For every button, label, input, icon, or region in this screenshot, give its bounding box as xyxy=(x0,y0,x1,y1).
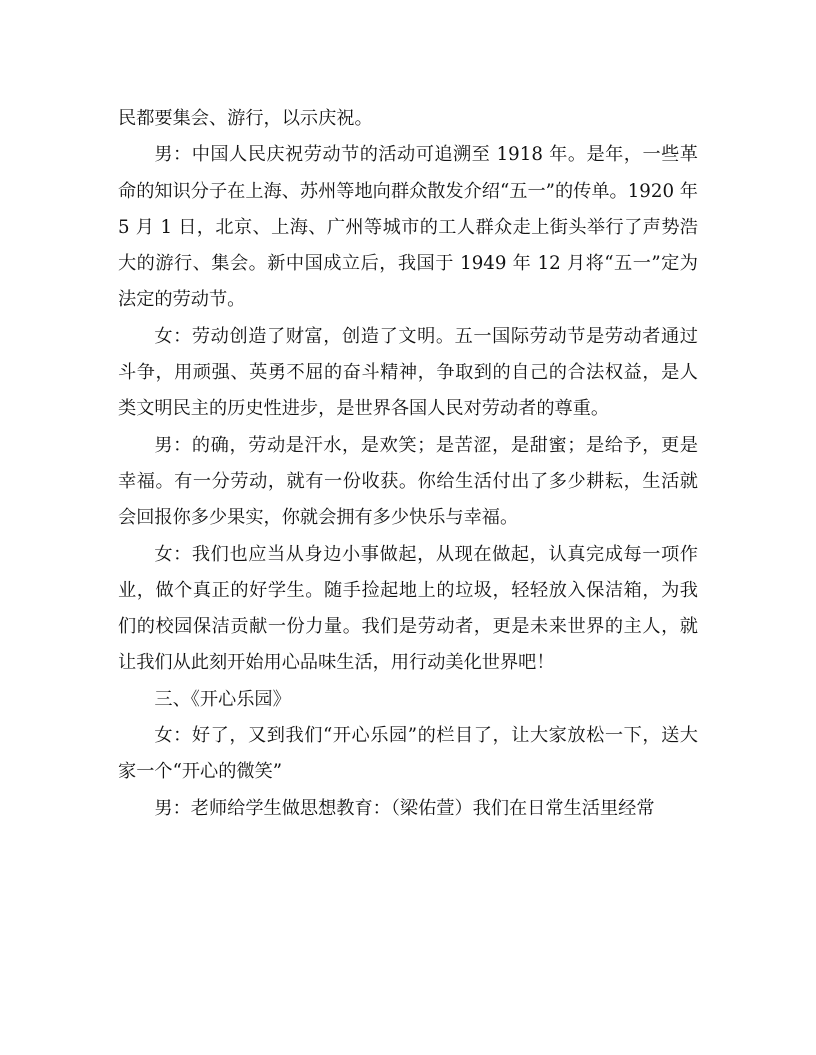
paragraph-female-happy-garden: 女：好了，又到我们“开心乐园”的栏目了，让大家放松一下，送大家一个“开心的微笑” xyxy=(118,725,698,783)
paragraph-female-labor: 女：劳动创造了财富，创造了文明。五一国际劳动节是劳动者通过斗争，用顽强、英勇不屈的奋斗精神，争取到的自己的合法权益，是人类文明民主的历史性进步，是世界各国人民对劳动者的尊重。 xyxy=(118,325,698,420)
paragraph-male-history: 男：中国人民庆祝劳动节的活动可追溯至 1918 年。是年，一些革命的知识分子在上海、苏州等地向群众散发介绍“五一”的传单。1920 年 5 月 1 日，北京、上海、广州等城市的工人群众走上街头举行了声势浩大的游行、集会。新中国成立后，我国于 1949 年 12 月将“五一”定为法定的劳动节。 xyxy=(118,144,698,311)
paragraph-female-action: 女：我们也应当从身边小事做起，从现在做起，认真完成每一项作业，做个真正的好学生。随手捡起地上的垃圾，轻轻放入保洁箱，为我们的校园保洁贡献一份力量。我们是劳动者，更是未来世界的主人，就让我们从此刻开始用心品味生活，用行动美化世界吧！ xyxy=(118,543,698,674)
section-heading-happy-garden: 三、《开心乐园》 xyxy=(154,688,291,710)
paragraph-male-labor: 男：的确，劳动是汗水，是欢笑；是苦涩，是甜蜜；是给予，更是幸福。有一分劳动，就有一份收获。你给生活付出了多少耕耘，生活就会回报你多少果实，你就会拥有多少快乐与幸福。 xyxy=(118,434,698,529)
paragraph-male-teacher: 男：老师给学生做思想教育：（梁佑萱）我们在日常生活里经常 xyxy=(154,797,655,819)
document-page xyxy=(118,101,698,827)
paragraph-continuation: 民都要集会、游行，以示庆祝。 xyxy=(118,108,373,129)
